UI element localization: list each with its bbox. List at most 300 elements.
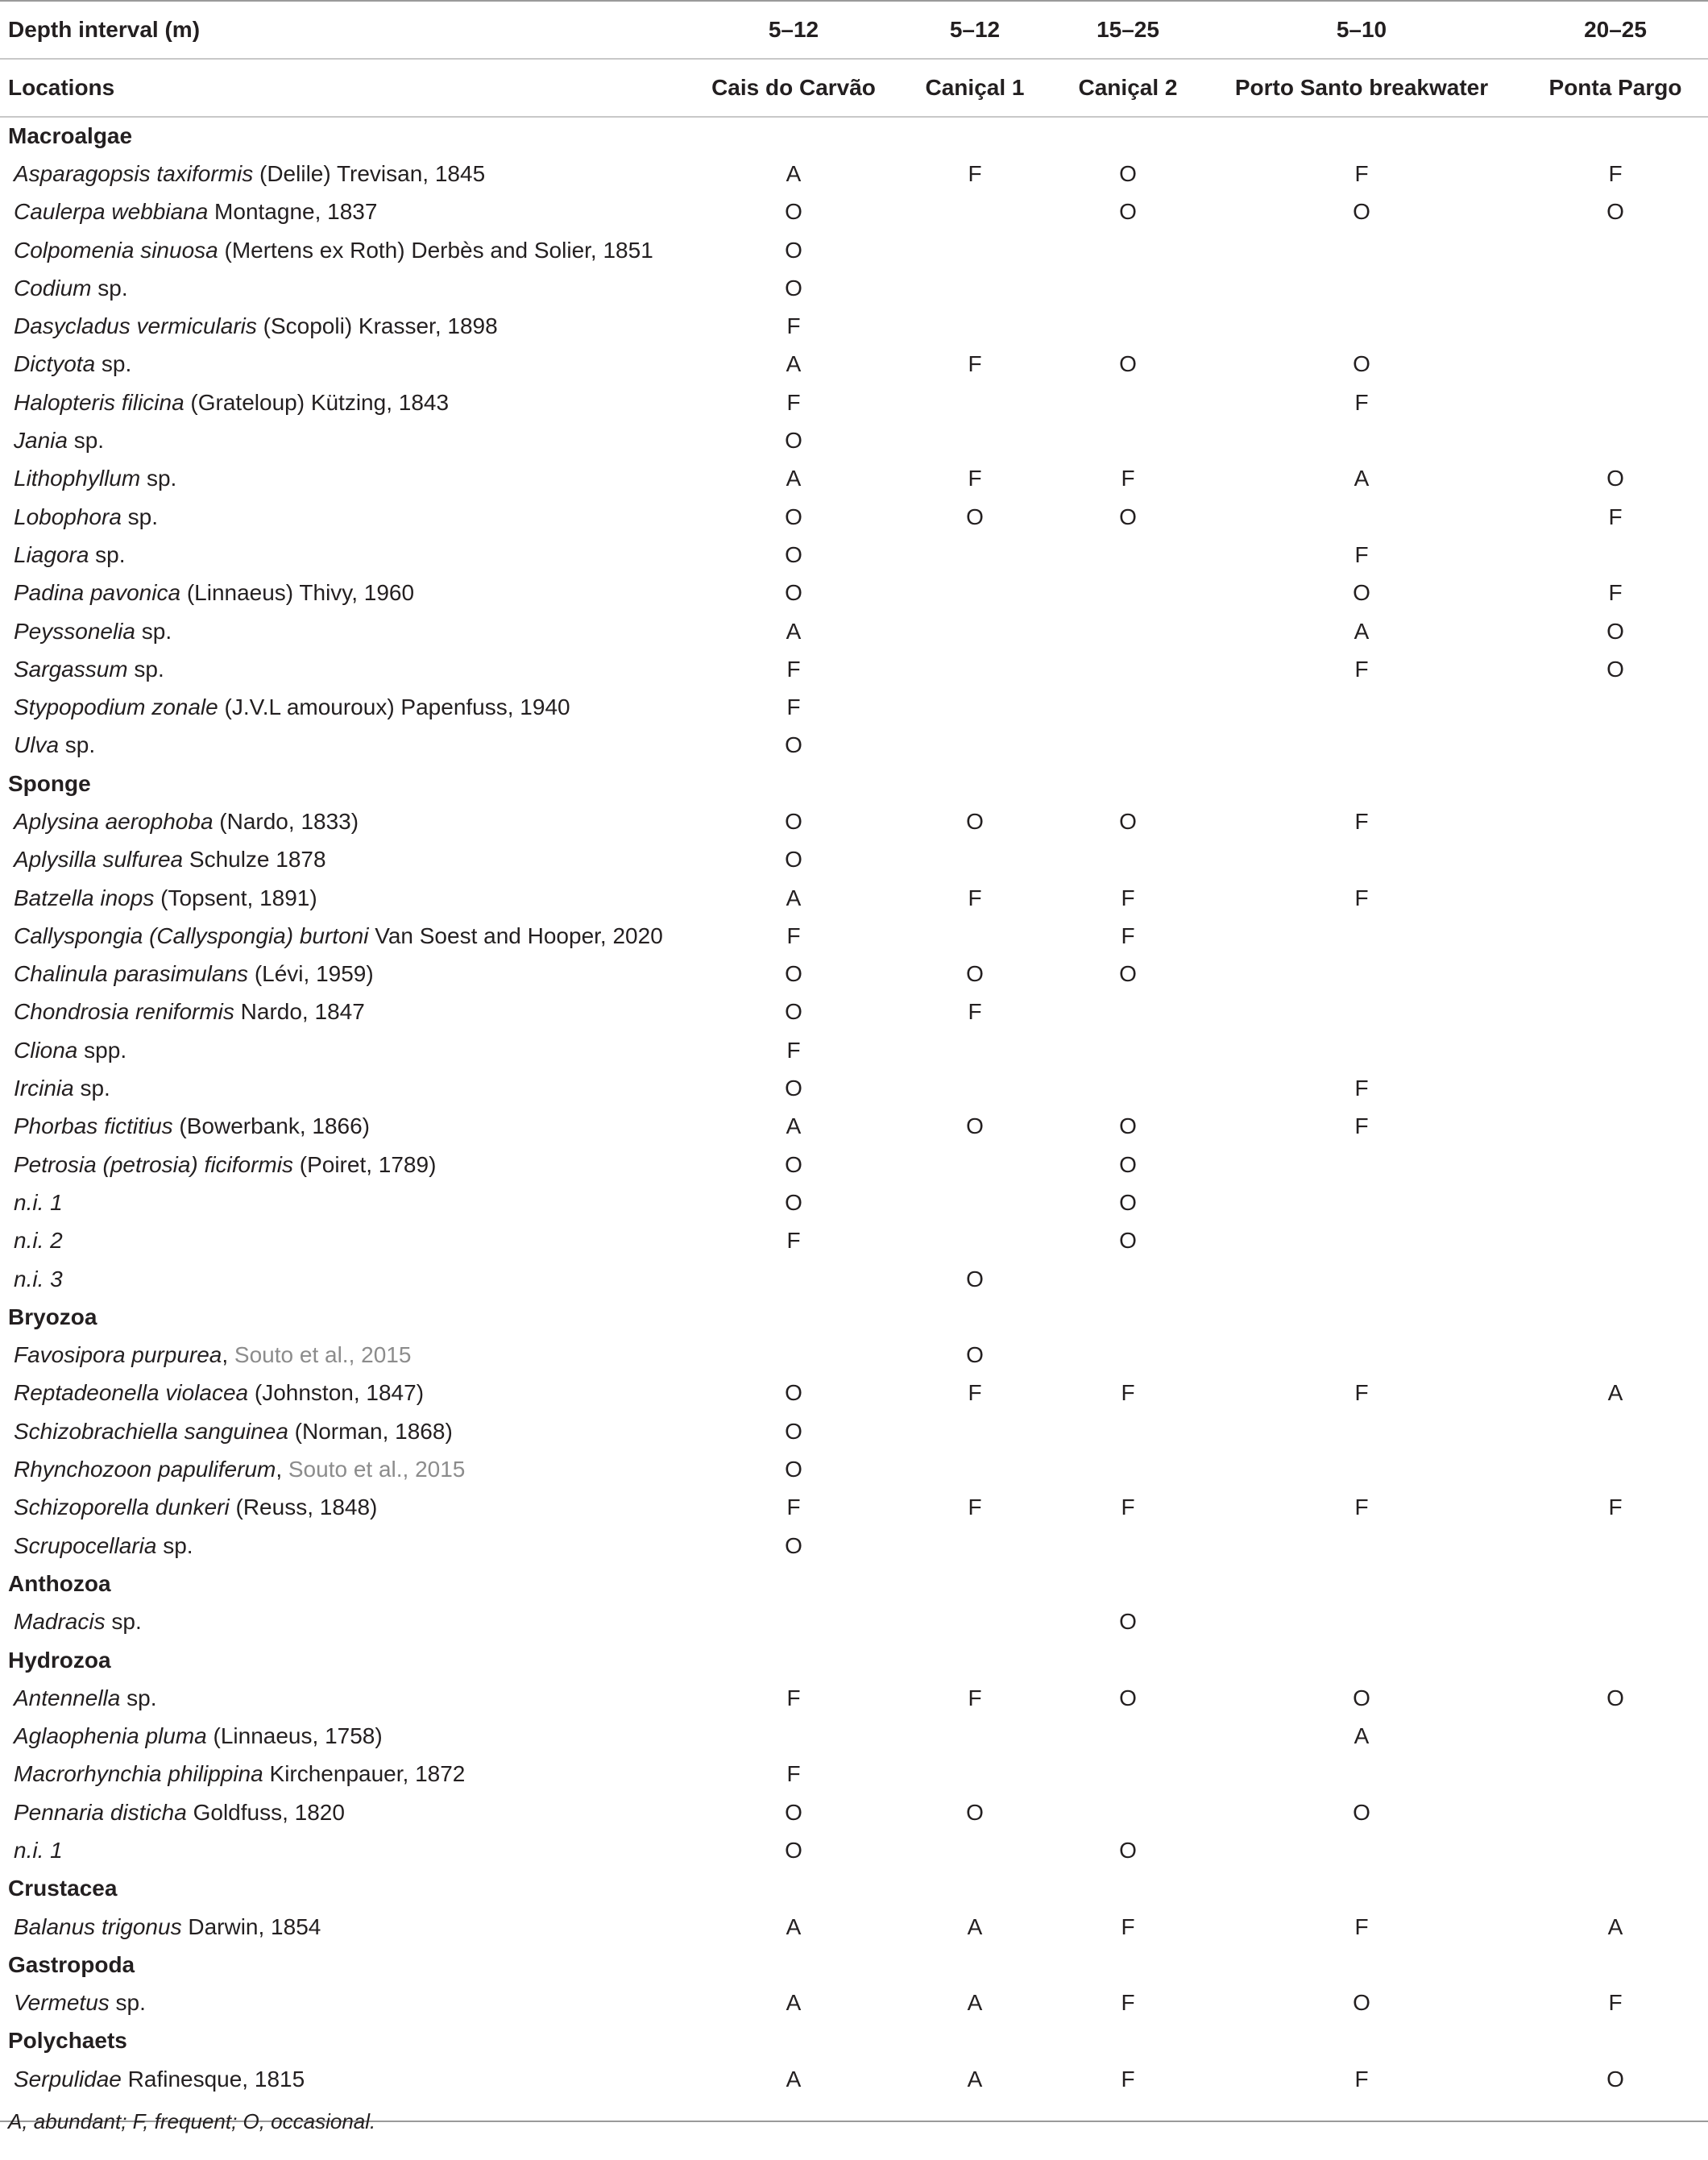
group-row [0, 1565, 1708, 1602]
abundance-cell [1055, 650, 1200, 688]
abundance-cell: O [1119, 1151, 1137, 1177]
species-authority: , [276, 1457, 283, 1482]
abundance-cell [1055, 1756, 1200, 1793]
table-row [0, 1450, 1708, 1488]
species-cell [0, 993, 693, 1031]
abundance-cell [1523, 1527, 1708, 1565]
species-authority: (J.V.L amouroux) Papenfuss, 1940 [218, 694, 570, 720]
abundance-cell: A [786, 1913, 802, 1939]
abundance-cell: O [785, 504, 802, 529]
species-authority: (Poiret, 1789) [292, 1151, 437, 1177]
species-authority: Montagne, 1837 [208, 199, 378, 225]
abundance-cell: O [1119, 1113, 1137, 1139]
abundance-cell [1523, 802, 1708, 840]
abundance-cell: O [1119, 199, 1137, 225]
abundance-cell [1523, 383, 1708, 421]
species-name: Favosipora purpurea [14, 1342, 222, 1368]
table-row [0, 193, 1708, 231]
species-authority: (Topsent, 1891) [154, 885, 317, 910]
abundance-cell: O [1119, 504, 1137, 529]
abundance-cell: F [786, 389, 801, 415]
species-name: n.i. 2 [14, 1228, 63, 1254]
species-name: n.i. 1 [14, 1189, 63, 1215]
table-row [0, 269, 1708, 307]
depth-header-row [0, 1, 1708, 59]
group-label: Gastropoda [8, 1951, 135, 1977]
table-row [0, 841, 1708, 879]
abundance-cell: F [1608, 1990, 1623, 2016]
species-name: Cliona [14, 1037, 78, 1063]
abundance-cell [1523, 1603, 1708, 1641]
species-cell [0, 1184, 693, 1221]
abundance-cell [693, 1260, 894, 1298]
abundance-cell: O [785, 732, 802, 758]
species-authority-link: Souto et al., 2015 [282, 1457, 466, 1482]
table-row [0, 917, 1708, 955]
abundance-cell [894, 1756, 1055, 1793]
table-row [0, 536, 1708, 574]
abundance-cell [1523, 231, 1708, 269]
abundance-cell [1055, 612, 1200, 650]
abundance-cell [894, 1527, 1055, 1565]
group-row [0, 2022, 1708, 2060]
abundance-cell: A [967, 2066, 983, 2092]
depth-cell: 5–12 [894, 1, 1055, 59]
species-cell [0, 307, 693, 345]
species-name: Chondrosia reniformis [14, 999, 234, 1025]
abundance-cell [894, 193, 1055, 231]
abundance-cell [1523, 536, 1708, 574]
species-name: Pennaria disticha [14, 1799, 187, 1825]
abundance-cell: A [786, 351, 802, 377]
species-cell [0, 1908, 693, 1946]
species-name: Caulerpa webbiana [14, 199, 209, 225]
abundance-cell: O [966, 1799, 984, 1825]
species-authority: spp. [77, 1037, 127, 1063]
species-name: Dictyota [14, 351, 96, 377]
abundance-cell: O [785, 1457, 802, 1482]
abundance-cell: O [785, 580, 802, 606]
species-cell [0, 1412, 693, 1450]
species-cell [0, 1069, 693, 1107]
species-authority: Schulze 1878 [183, 847, 326, 873]
abundance-cell: A [1354, 466, 1370, 491]
table-row [0, 231, 1708, 269]
species-cell [0, 1260, 693, 1298]
table-row [0, 346, 1708, 383]
abundance-cell [894, 1069, 1055, 1107]
abundance-cell [894, 1831, 1055, 1869]
species-authority: (Linnaeus, 1758) [206, 1723, 383, 1749]
species-name: Dasycladus vermicularis [14, 313, 257, 339]
abundance-cell [1523, 1793, 1708, 1831]
abundance-cell: O [966, 1342, 984, 1368]
abundance-cell: A [786, 1990, 802, 2016]
species-cell [0, 1756, 693, 1793]
species-cell [0, 841, 693, 879]
abundance-cell [1200, 269, 1523, 307]
abundance-cell [1523, 727, 1708, 765]
abundance-cell [894, 269, 1055, 307]
group-row [0, 117, 1708, 155]
species-authority: sp. [105, 1609, 142, 1635]
species-authority: (Delile) Trevisan, 1845 [253, 160, 486, 186]
table-row [0, 1717, 1708, 1755]
abundance-cell [894, 917, 1055, 955]
species-cell [0, 1679, 693, 1717]
species-name: Antennella [14, 1685, 121, 1710]
table-body [0, 117, 1708, 2098]
abundance-cell [1200, 841, 1523, 879]
abundance-cell: F [968, 999, 982, 1025]
species-authority: sp. [73, 1076, 110, 1101]
table-row [0, 1527, 1708, 1565]
abundance-cell [1055, 1450, 1200, 1488]
abundance-cell: F [1121, 1495, 1135, 1520]
abundance-cell [1055, 1337, 1200, 1374]
abundance-cell: O [785, 237, 802, 263]
abundance-cell [1200, 421, 1523, 459]
group-label: Macroalgae [8, 123, 133, 149]
table-row [0, 1184, 1708, 1221]
abundance-cell [1200, 1603, 1523, 1641]
abundance-cell [894, 650, 1055, 688]
abundance-cell [1200, 1337, 1523, 1374]
group-row [0, 1298, 1708, 1336]
abundance-cell [1523, 421, 1708, 459]
abundance-cell: O [1606, 618, 1624, 644]
abundance-cell [894, 1222, 1055, 1260]
species-name: n.i. 3 [14, 1266, 63, 1291]
species-name: Scrupocellaria [14, 1532, 157, 1558]
abundance-cell [1055, 688, 1200, 726]
table-row [0, 1984, 1708, 2022]
abundance-cell [1055, 421, 1200, 459]
group-label: Bryozoa [8, 1304, 97, 1329]
abundance-cell: O [1606, 199, 1624, 225]
species-name: Batzella inops [14, 885, 155, 910]
species-name: Callyspongia (Callyspongia) burtoni [14, 922, 369, 948]
species-name: Reptadeonella violacea [14, 1380, 249, 1406]
abundance-cell: O [1119, 351, 1137, 377]
table-row [0, 1756, 1708, 1793]
abundance-cell [894, 841, 1055, 879]
abundance-cell [693, 1337, 894, 1374]
species-authority: (Scopoli) Krasser, 1898 [256, 313, 498, 339]
abundance-cell: O [1353, 580, 1370, 606]
table-row [0, 1412, 1708, 1450]
depth-cell: 5–12 [693, 1, 894, 59]
species-authority: (Johnston, 1847) [248, 1380, 425, 1406]
abundance-cell: F [1121, 2066, 1135, 2092]
table-row [0, 2060, 1708, 2098]
abundance-cell [1200, 1146, 1523, 1184]
table-row [0, 802, 1708, 840]
abundance-cell: A [786, 885, 802, 910]
abundance-cell [1200, 688, 1523, 726]
abundance-cell: A [967, 1913, 983, 1939]
abundance-cell [1523, 1069, 1708, 1107]
abundance-cell: O [785, 808, 802, 834]
species-name: Ulva [14, 732, 60, 758]
group-row [0, 1641, 1708, 1679]
abundance-cell: F [1608, 160, 1623, 186]
abundance-cell: A [1354, 1723, 1370, 1749]
species-authority: (Grateloup) Kützing, 1843 [184, 389, 450, 415]
species-name: Vermetus [14, 1990, 110, 2016]
location-cell: Caniçal 1 [894, 59, 1055, 117]
abundance-cell [894, 727, 1055, 765]
table-row [0, 1260, 1708, 1298]
species-cell [0, 1450, 693, 1488]
abundance-cell: O [966, 504, 984, 529]
species-name: Aglaophenia pluma [14, 1723, 207, 1749]
species-authority: (Mertens ex Roth) Derbès and Solier, 1851 [218, 237, 653, 263]
species-authority: sp. [140, 466, 177, 491]
abundance-cell: F [1354, 1113, 1369, 1139]
abundance-cell [1523, 956, 1708, 993]
species-name: Aplysilla sulfurea [14, 847, 184, 873]
abundance-cell: F [1121, 466, 1135, 491]
abundance-cell [1055, 536, 1200, 574]
abundance-cell: F [786, 1685, 801, 1710]
abundance-cell [894, 1412, 1055, 1450]
abundance-cell [1055, 1260, 1200, 1298]
species-cell [0, 956, 693, 993]
species-authority: Nardo, 1847 [234, 999, 365, 1025]
abundance-cell: O [966, 808, 984, 834]
species-cell [0, 574, 693, 612]
species-authority: sp. [156, 1532, 193, 1558]
table-row [0, 307, 1708, 345]
abundance-cell [1523, 1184, 1708, 1221]
species-cell [0, 1831, 693, 1869]
abundance-cell [1523, 841, 1708, 879]
abundance-cell: O [1353, 199, 1370, 225]
abundance-cell [1055, 574, 1200, 612]
abundance-cell [894, 1603, 1055, 1641]
abundance-cell: O [785, 1532, 802, 1558]
abundance-cell: A [786, 2066, 802, 2092]
species-name: Chalinula parasimulans [14, 961, 249, 987]
species-name: Rhynchozoon papuliferum [14, 1457, 276, 1482]
abundance-cell [1055, 269, 1200, 307]
species-cell [0, 727, 693, 765]
abundance-cell: F [968, 351, 982, 377]
abundance-cell: O [966, 1266, 984, 1291]
species-cell [0, 1984, 693, 2022]
table-row [0, 1831, 1708, 1869]
abundance-cell: O [1606, 656, 1624, 682]
abundance-cell [1055, 1412, 1200, 1450]
species-cell [0, 1793, 693, 1831]
table-row [0, 1374, 1708, 1412]
group-row [0, 1946, 1708, 1984]
abundance-cell [1523, 879, 1708, 917]
table-header [0, 1, 1708, 117]
abundance-cell [894, 421, 1055, 459]
species-authority: sp. [121, 504, 159, 529]
species-authority: (Bowerbank, 1866) [172, 1113, 370, 1139]
species-authority: sp. [109, 1990, 146, 2016]
abundance-cell: F [1608, 504, 1623, 529]
abundance-cell: F [1354, 808, 1369, 834]
species-name: Macrorhynchia philippina [14, 1761, 263, 1787]
group-label: Hydrozoa [8, 1647, 111, 1673]
abundance-cell: F [1354, 656, 1369, 682]
abundance-cell: O [785, 1076, 802, 1101]
abundance-cell: O [785, 199, 802, 225]
species-name: Petrosia (petrosia) ficiformis [14, 1151, 293, 1177]
species-authority: sp. [95, 351, 132, 377]
location-cell: Caniçal 2 [1055, 59, 1200, 117]
species-cell [0, 269, 693, 307]
locations-header-row [0, 59, 1708, 117]
abundance-cell: O [785, 428, 802, 454]
abundance-cell [894, 688, 1055, 726]
species-name: Lithophyllum [14, 466, 141, 491]
abundance-cell: O [785, 999, 802, 1025]
abundance-cell [1200, 917, 1523, 955]
species-name: Stypopodium zonale [14, 694, 218, 720]
species-cell [0, 879, 693, 917]
abundance-cell: F [1354, 1076, 1369, 1101]
species-cell [0, 346, 693, 383]
abundance-cell: F [1121, 1913, 1135, 1939]
species-name: n.i. 1 [14, 1838, 63, 1863]
abundance-cell: A [786, 618, 802, 644]
abundance-cell: A [1354, 618, 1370, 644]
species-authority: sp. [89, 541, 126, 567]
abundance-cell: O [1353, 1685, 1370, 1710]
abundance-cell: F [1121, 1380, 1135, 1406]
abundance-cell [894, 612, 1055, 650]
species-authority: sp. [120, 1685, 157, 1710]
abundance-cell [894, 1031, 1055, 1069]
abundance-cell [1055, 727, 1200, 765]
abundance-cell [1523, 993, 1708, 1031]
abundance-cell [1523, 1337, 1708, 1374]
table-row [0, 498, 1708, 536]
table-row [0, 383, 1708, 421]
abundance-cell [1055, 307, 1200, 345]
abundance-cell: A [786, 466, 802, 491]
abundance-cell: F [1608, 1495, 1623, 1520]
abundance-cell: F [1354, 389, 1369, 415]
abundance-cell: O [1119, 1228, 1137, 1254]
abundance-cell: F [1608, 580, 1623, 606]
abundance-cell [1200, 993, 1523, 1031]
species-cell [0, 383, 693, 421]
abundance-cell: O [785, 1418, 802, 1444]
species-cell [0, 231, 693, 269]
abundance-cell [1200, 1756, 1523, 1793]
species-cell [0, 802, 693, 840]
abundance-cell [1200, 1260, 1523, 1298]
abundance-cell: O [1353, 1990, 1370, 2016]
abundance-cell [1200, 1031, 1523, 1069]
table-row [0, 612, 1708, 650]
abundance-cell: F [786, 1761, 801, 1787]
species-name: Balanus trigonus [14, 1913, 182, 1939]
abundance-cell: O [785, 1189, 802, 1215]
abundance-cell: O [1119, 808, 1137, 834]
table-row [0, 1069, 1708, 1107]
species-cell [0, 1527, 693, 1565]
species-authority: Kirchenpauer, 1872 [263, 1761, 466, 1787]
abundance-cell: O [1119, 160, 1137, 186]
group-label: Crustacea [8, 1876, 118, 1901]
species-cell [0, 1337, 693, 1374]
table-row [0, 1337, 1708, 1374]
table-row [0, 1222, 1708, 1260]
abundance-cell: F [1354, 160, 1369, 186]
location-cell: Porto Santo breakwater [1200, 59, 1523, 117]
group-row [0, 765, 1708, 802]
species-cell [0, 1146, 693, 1184]
abundance-cell: F [1354, 1913, 1369, 1939]
abundance-cell: O [785, 541, 802, 567]
species-authority: sp. [67, 428, 105, 454]
abundance-cell: A [786, 160, 802, 186]
species-authority: Darwin, 1854 [181, 1913, 321, 1939]
species-cell [0, 650, 693, 688]
abundance-cell [1523, 1108, 1708, 1146]
abundance-cell: O [1353, 1799, 1370, 1825]
abundance-cell [1523, 1831, 1708, 1869]
abundance-cell [1055, 1069, 1200, 1107]
abundance-cell [894, 1184, 1055, 1221]
abundance-cell [1055, 1031, 1200, 1069]
abundance-cell: A [786, 1113, 802, 1139]
species-name: Halopteris filicina [14, 389, 184, 415]
abundance-cell [1523, 1412, 1708, 1450]
species-authority: sp. [59, 732, 96, 758]
species-cell [0, 1222, 693, 1260]
table-row [0, 993, 1708, 1031]
species-cell [0, 536, 693, 574]
table-row [0, 1908, 1708, 1946]
abundance-cell [1055, 993, 1200, 1031]
species-cell [0, 1108, 693, 1146]
depth-cell: 5–10 [1200, 1, 1523, 59]
location-cell: Cais do Carvão [693, 59, 894, 117]
abundance-cell: F [1121, 1990, 1135, 2016]
abundance-cell [1523, 917, 1708, 955]
species-cell [0, 917, 693, 955]
abundance-cell: O [785, 847, 802, 873]
abundance-cell [894, 1146, 1055, 1184]
abundance-cell: F [786, 922, 801, 948]
abundance-cell: F [968, 1685, 982, 1710]
table-row [0, 155, 1708, 193]
species-cell [0, 421, 693, 459]
abundance-cell: F [1354, 2066, 1369, 2092]
abundance-cell [1200, 727, 1523, 765]
table-row [0, 460, 1708, 498]
abundance-cell: F [1121, 885, 1135, 910]
location-cell: Ponta Pargo [1523, 59, 1708, 117]
abundance-cell: O [1606, 1685, 1624, 1710]
abundance-cell [1523, 346, 1708, 383]
abundance-cell [1200, 1527, 1523, 1565]
abundance-cell: O [785, 1151, 802, 1177]
species-name: Ircinia [14, 1076, 74, 1101]
abundance-cell [1523, 269, 1708, 307]
species-name: Padina pavonica [14, 580, 181, 606]
abundance-cell [1200, 1450, 1523, 1488]
abundance-cell [1200, 498, 1523, 536]
